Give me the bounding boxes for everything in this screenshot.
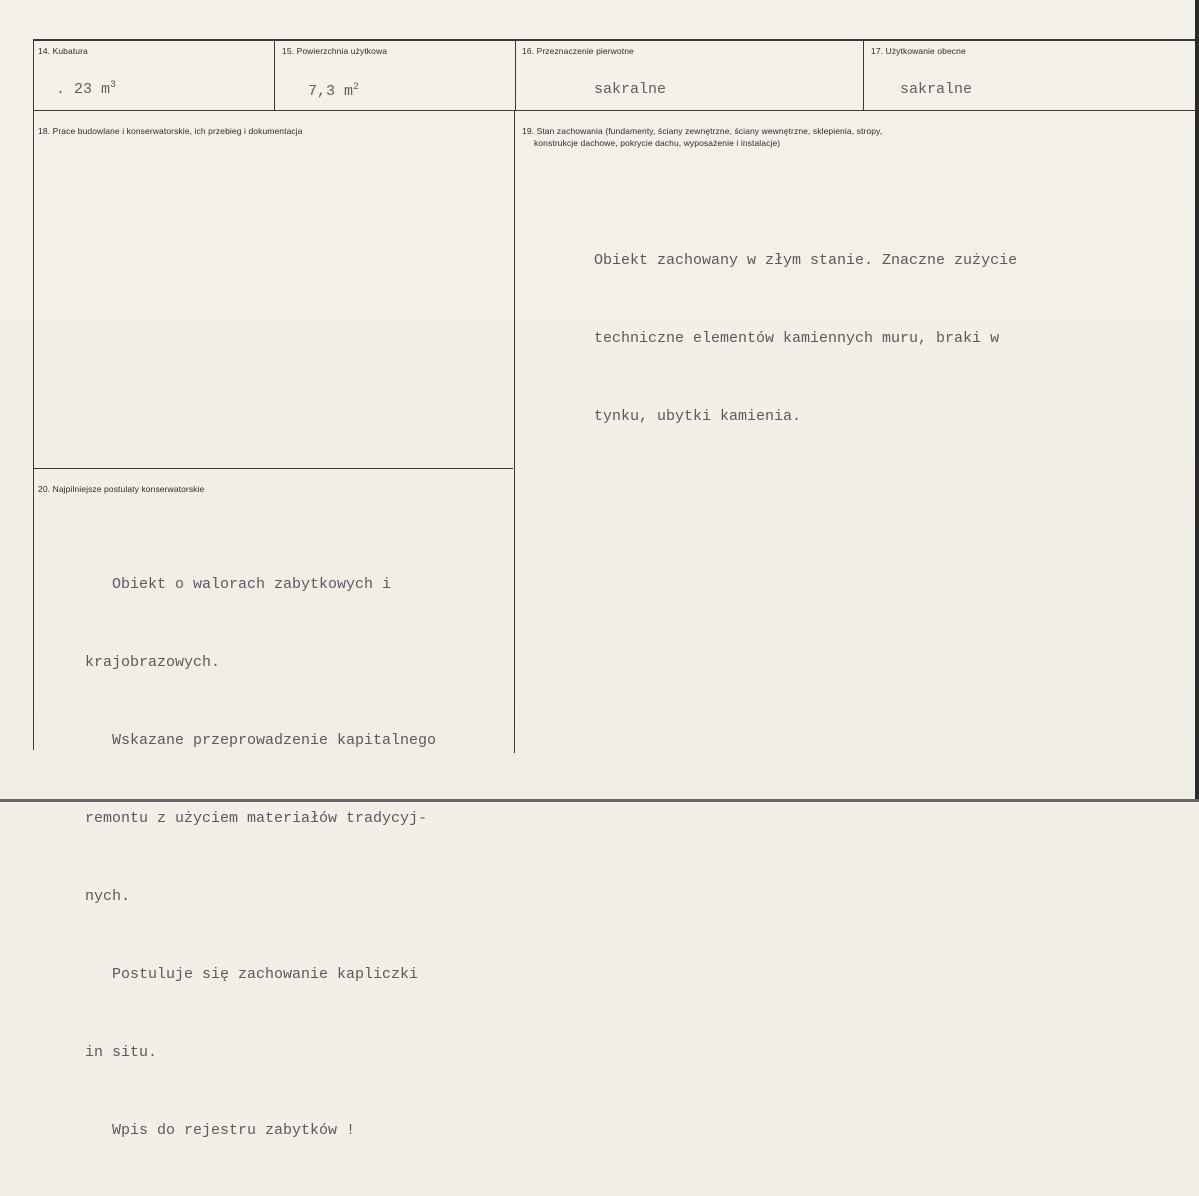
field-20-line: remontu z użyciem materiałów tradycyj- xyxy=(85,810,428,827)
section-18-bottom-rule xyxy=(33,468,513,469)
right-edge xyxy=(1195,0,1199,802)
field-20-text xyxy=(85,520,436,1196)
field-20-line: Obiekt o walorach zabytkowych i xyxy=(85,576,392,593)
field-20-line: Wskazane przeprowadzenie kapitalnego xyxy=(85,732,437,749)
field-15-value-text: 7,3 m xyxy=(308,83,354,100)
field-19-label-line2: konstrukcje dachowe, pokrycie dachu, wyposażenie i instalacje) xyxy=(534,138,781,148)
field-20-label: 20. Najpilniejsze postulaty konserwatorskie xyxy=(38,484,205,494)
field-20-line: krajobrazowych. xyxy=(85,654,221,671)
divider-15-16 xyxy=(515,39,516,111)
field-19-label-line1: 19. Stan zachowania (fundamenty, ściany zewnętrzne, ściany wewnętrzne, sklepienia, stropy, xyxy=(522,126,883,136)
field-20-line: Postuluje się zachowanie kapliczki xyxy=(85,966,419,983)
field-19-line: tynku, ubytki kamienia. xyxy=(594,408,802,425)
left-border xyxy=(33,39,34,750)
divider-14-15 xyxy=(274,39,275,111)
row1-bottom-rule xyxy=(33,110,1199,111)
field-19-line: techniczne elementów kamiennych muru, braki w xyxy=(594,330,1000,347)
field-15-value xyxy=(308,82,359,100)
divider-16-17 xyxy=(863,39,864,111)
field-17-label: 17. Użytkowanie obecne xyxy=(871,46,966,56)
field-18-label: 18. Prace budowlane i konserwatorskie, ich przebieg i dokumentacja xyxy=(38,126,303,136)
divider-main xyxy=(514,111,515,753)
field-20-line: nych. xyxy=(85,888,131,905)
field-14-label: 14. Kubatura xyxy=(38,46,88,56)
field-16-value: sakralne xyxy=(594,81,667,98)
field-19-text xyxy=(594,196,1017,482)
field-15-value-sup: 2 xyxy=(353,82,360,93)
field-20-line: in situ. xyxy=(85,1044,158,1061)
field-14-value xyxy=(56,80,116,98)
field-14-value-text: . 23 m xyxy=(56,81,111,98)
field-14-value-sup: 3 xyxy=(110,80,117,91)
top-rule xyxy=(33,39,1199,41)
field-17-value: sakralne xyxy=(900,81,973,98)
field-19-line: Obiekt zachowany w złym stanie. Znaczne zużycie xyxy=(594,252,1018,269)
field-16-label: 16. Przeznaczenie pierwotne xyxy=(522,46,634,56)
field-15-label: 15. Powierzchnia użytkowa xyxy=(282,46,388,56)
field-20-line: Wpis do rejestru zabytków ! xyxy=(85,1122,356,1139)
